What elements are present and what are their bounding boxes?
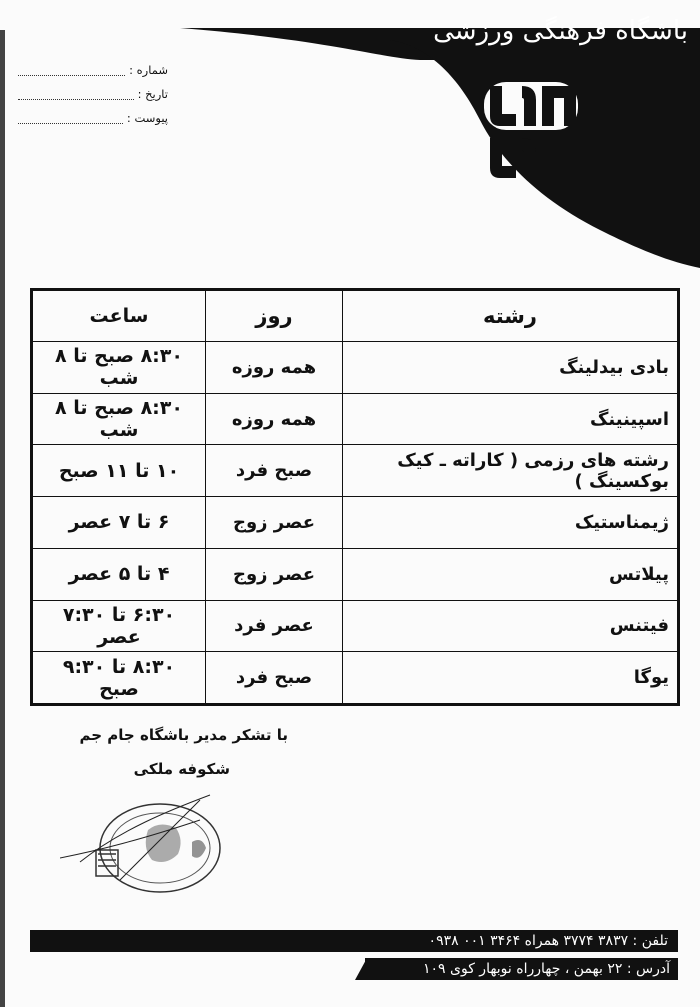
table-header-row [33, 291, 678, 342]
header-band [0, 0, 700, 62]
number-row [18, 58, 168, 82]
table-row [33, 548, 678, 600]
day-cell: عصر فرد [206, 600, 343, 652]
day-cell: همه روزه [206, 393, 343, 445]
time-cell: ۱۰ تا ۱۱ صبح [33, 445, 206, 497]
field-cell: یوگا [343, 652, 678, 704]
date-field [18, 89, 134, 100]
table-row [33, 393, 678, 445]
table-row [33, 342, 678, 394]
address-bar: آدرس : ۲۲ بهمن ، چهارراه نوبهار کوی ۱۰۹ [365, 958, 678, 980]
table-row [33, 652, 678, 704]
date-row [18, 82, 168, 106]
time-cell: ۸:۳۰ صبح تا ۸ شب [33, 393, 206, 445]
number-field [18, 65, 125, 76]
letter-meta [18, 58, 168, 130]
field-cell: فیتنس [343, 600, 678, 652]
field-cell: اسپینینگ [343, 393, 678, 445]
field-cell: ژیمناستیک [343, 497, 678, 549]
day-cell: همه روزه [206, 342, 343, 394]
attachment-field [18, 113, 123, 124]
manager-name: شکوفه ملکی [133, 760, 230, 778]
time-cell: ۶:۳۰ تا ۷:۳۰ عصر [33, 600, 206, 652]
time-cell: ۸:۳۰ تا ۹:۳۰ صبح [33, 652, 206, 704]
column-header-field: رشته [343, 291, 678, 342]
day-cell: عصر زوج [206, 548, 343, 600]
attachment-row [18, 106, 168, 130]
table-row [33, 497, 678, 549]
club-name: باشگاه فرهنگی ورزشی [433, 16, 688, 46]
field-cell: بادی بیدلینگ [343, 342, 678, 394]
day-cell: عصر زوج [206, 497, 343, 549]
club-stamp-and-signature [60, 790, 230, 900]
table-row [33, 445, 678, 497]
field-cell: رشته های رزمی ( کاراته ـ کیک بوکسینگ ) [343, 445, 678, 497]
date-label: تاریخ : [137, 87, 168, 101]
column-header-time: ساعت [33, 291, 206, 342]
day-cell: صبح فرد [206, 445, 343, 497]
phone-bar: تلفن : ۳۸۳۷ ۳۷۷۴ همراه ۳۴۶۴ ۰۰۱ ۰۹۳۸ [30, 930, 678, 952]
schedule-table [30, 288, 680, 706]
thanks-line: با تشکر مدیر باشگاه جام جم [79, 726, 288, 744]
club-logo [476, 74, 586, 194]
time-cell: ۴ تا ۵ عصر [33, 548, 206, 600]
column-header-day: روز [206, 291, 343, 342]
table-row [33, 600, 678, 652]
field-cell: پیلاتس [343, 548, 678, 600]
time-cell: ۶ تا ۷ عصر [33, 497, 206, 549]
attachment-label: پیوست : [126, 111, 168, 125]
time-cell: ۸:۳۰ صبح تا ۸ شب [33, 342, 206, 394]
number-label: شماره : [129, 63, 168, 77]
day-cell: صبح فرد [206, 652, 343, 704]
